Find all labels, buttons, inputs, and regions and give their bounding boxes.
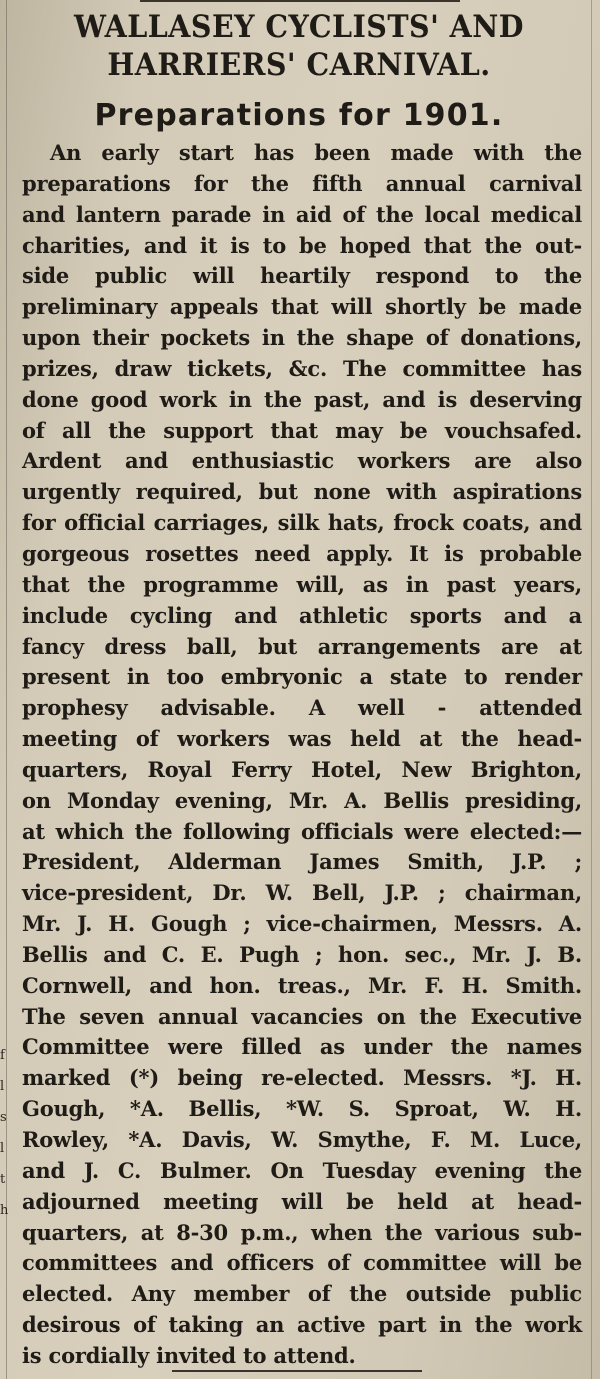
article-body-line: and J. C. Bulmer. On Tuesday evening the	[22, 1157, 582, 1183]
article-body-line: include cycling and athletic sports and a	[22, 602, 582, 628]
column-rule-right	[591, 0, 592, 1379]
article-body-line: Cornwell, and hon. treas., Mr. F. H. Smith.	[22, 972, 582, 998]
bottom-rule	[172, 1370, 422, 1372]
article-body-line: charities, and it is to be hoped that the out-	[22, 232, 582, 258]
margin-fragment: t	[0, 1172, 6, 1187]
article-body-line: committees and officers of committee will be	[22, 1250, 582, 1276]
article-body-line: quarters, at 8-30 p.m., when the various sub-	[22, 1219, 582, 1245]
article-body-line: present in too embryonic a state to render	[22, 664, 582, 690]
article-body-line: vice-president, Dr. W. Bell, J.P. ; chairman,	[22, 880, 582, 906]
article-body-line: that the programme will, as in past years,	[22, 571, 582, 597]
headline-line: HARRIERS' CARNIVAL.	[107, 47, 491, 83]
article-body-line: quarters, Royal Ferry Hotel, New Brighton,	[22, 756, 582, 782]
article-body-line: gorgeous rosettes need apply. It is probable	[22, 540, 582, 566]
article-body-line: and lantern parade in aid of the local medical	[22, 201, 582, 227]
article-body-line: urgently required, but none with aspirations	[22, 479, 582, 505]
article-body-line: preparations for the fifth annual carnival	[22, 170, 582, 196]
article-body-line: desirous of taking an active part in the work	[22, 1312, 582, 1338]
article-subheadline: Preparations for 1901.	[94, 98, 504, 133]
article-body-line: elected. Any member of the outside public	[22, 1281, 582, 1307]
article-body-line: fancy dress ball, but arrangements are at	[22, 633, 582, 659]
article-body-line: is cordially invited to attend.	[22, 1342, 356, 1368]
article-body	[22, 138, 582, 1372]
article-body-line: for official carriages, silk hats, frock coats, and	[22, 510, 582, 536]
article-body-line: prizes, draw tickets, &c. The committee has	[22, 355, 582, 381]
article-body-line: marked (*) being re-elected. Messrs. *J. H.	[22, 1065, 582, 1091]
article-body-line: Rowley, *A. Davis, W. Smythe, F. M. Luce,	[22, 1127, 582, 1152]
article-body-line: Committee were filled as under the names	[22, 1034, 582, 1060]
article-body-line: side public will heartily respond to the	[22, 263, 582, 289]
headline-line: WALLASEY CYCLISTS' AND	[74, 9, 524, 45]
article-body-line: done good work in the past, and is deserving	[22, 386, 582, 412]
article-body-line: adjourned meeting will be held at head-	[22, 1188, 582, 1214]
margin-fragment: h	[0, 1203, 8, 1218]
margin-fragment: f	[0, 1048, 5, 1063]
article-body-line: The seven annual vacancies on the Executive	[22, 1003, 582, 1029]
article-body-line: President, Alderman James Smith, J.P. ;	[22, 849, 582, 875]
article-body-line: Gough, *A. Bellis, *W. S. Sproat, W. H.	[22, 1096, 582, 1122]
article-body-line: upon their pockets in the shape of donations,	[22, 325, 582, 351]
article-body-line: at which the following officials were elected:—	[22, 818, 582, 844]
article-body-line: meeting of workers was held at the head-	[22, 726, 582, 752]
article-body-line: Ardent and enthusiastic workers are also	[22, 448, 582, 474]
article-headline	[37, 8, 561, 84]
article-body-line: preliminary appeals that will shortly be made	[22, 294, 582, 320]
article-body-line: on Monday evening, Mr. A. Bellis presiding,	[22, 787, 582, 813]
article-body-line: of all the support that may be vouchsafed.	[22, 417, 582, 443]
adjacent-column-fragments	[0, 1040, 8, 1360]
margin-fragment: l	[0, 1141, 5, 1156]
top-rule	[140, 0, 460, 2]
article-body-line: Mr. J. H. Gough ; vice-chairmen, Messrs. A.	[22, 911, 582, 937]
article-body-line: Bellis and C. E. Pugh ; hon. sec., Mr. J. B.	[22, 941, 582, 967]
margin-fragment: s	[0, 1110, 7, 1125]
article-body-line: An early start has been made with the	[50, 140, 582, 165]
margin-fragment: l	[0, 1079, 5, 1094]
article-body-line: prophesy advisable. A well - attended	[22, 695, 582, 721]
